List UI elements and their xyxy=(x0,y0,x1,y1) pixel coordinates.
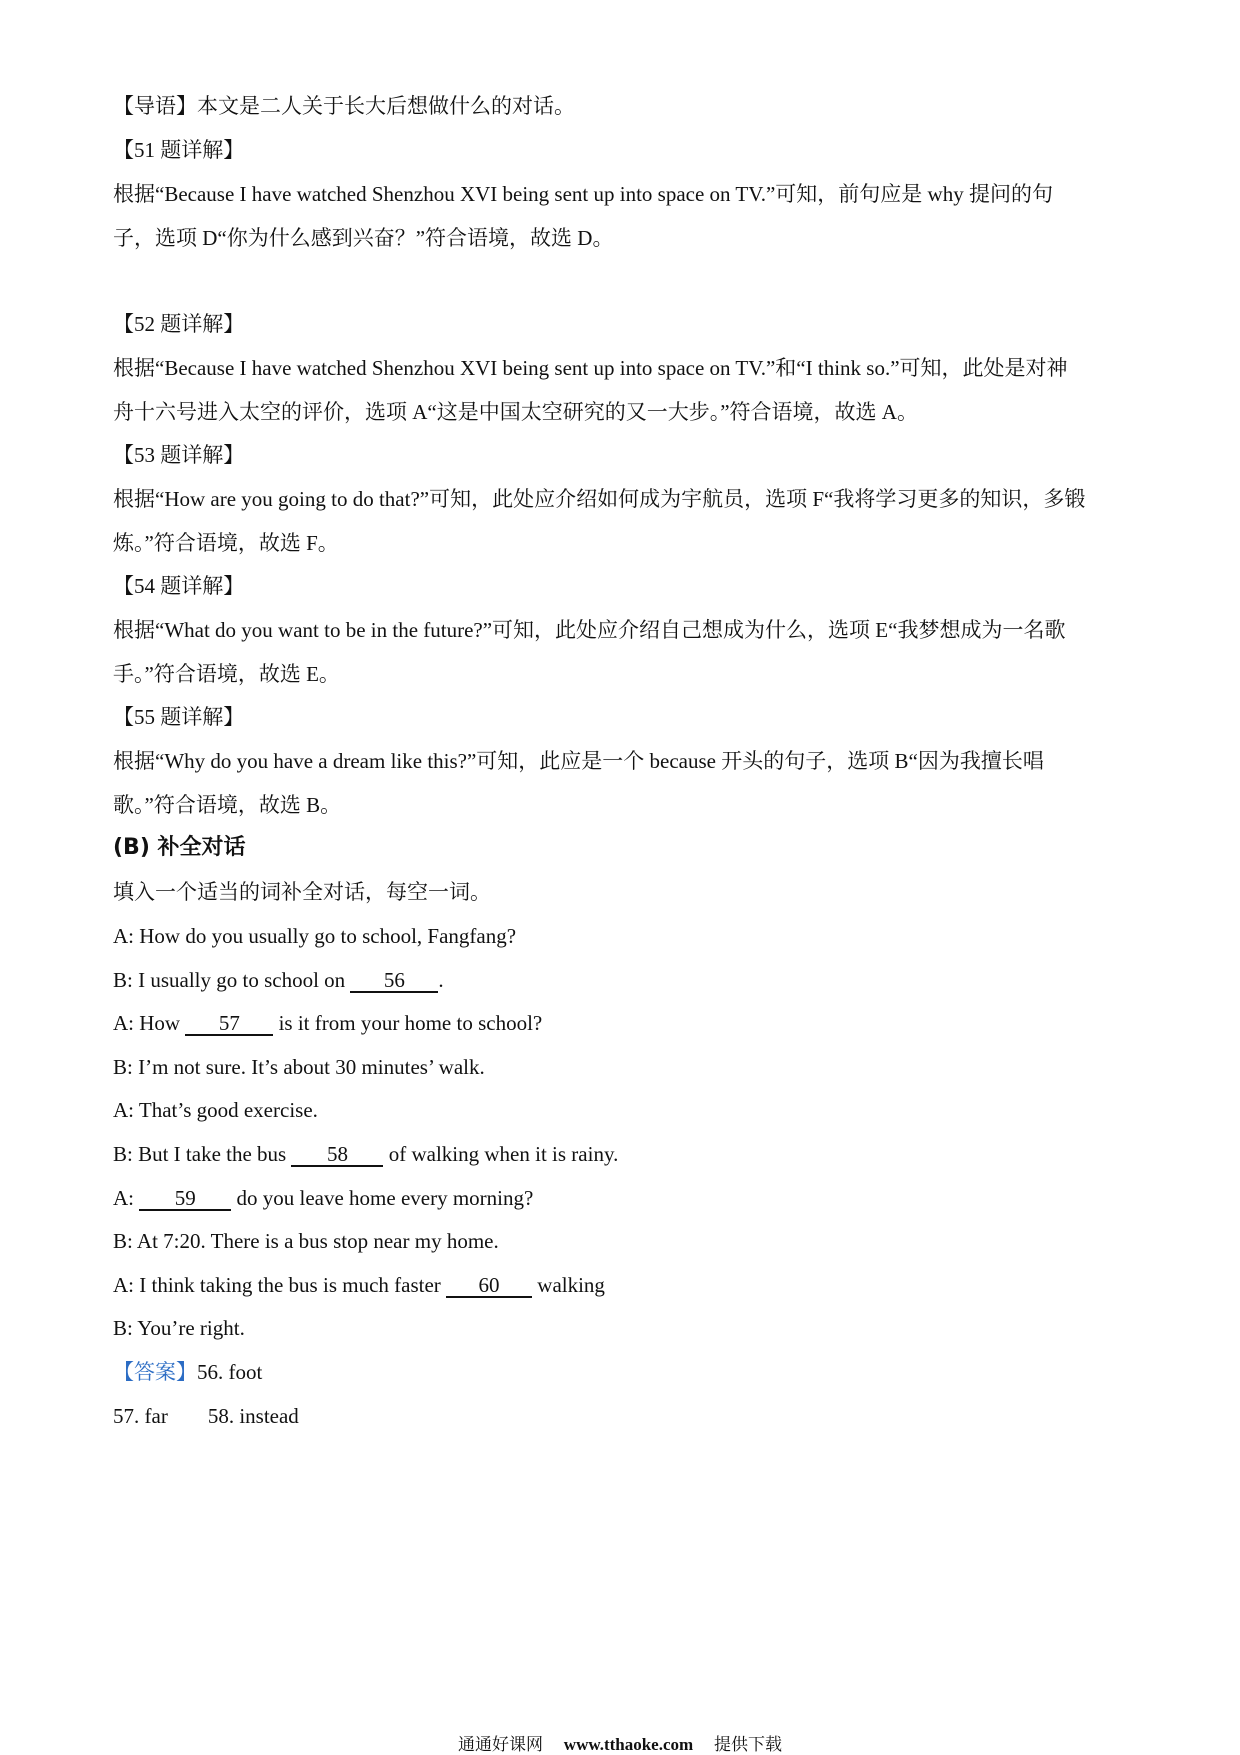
dialogue-line-5: A: That’s good exercise. xyxy=(113,1098,318,1122)
dialogue-line-6 xyxy=(113,1140,618,1168)
dialogue-line-4: B: I’m not sure. It’s about 30 minutes’ walk. xyxy=(113,1055,485,1079)
answer-58: 58. instead xyxy=(207,1404,299,1428)
q51-explanation-line-1: 根据“Because I have watched Shenzhou XVI being sent up into space on TV.”可知，前句应是 why 提问的句 xyxy=(113,182,1053,206)
q53-explanation-line-1: 根据“How are you going to do that?”可知，此处应介绍如何成为宇航员，选项 F“我将学习更多的知识，多锻 xyxy=(113,487,1086,511)
footer-url: www.tthaoke.com xyxy=(563,1735,694,1754)
q51-explanation-line-2: 子，选项 D“你为什么感到兴奋？”符合语境，故选 D。 xyxy=(113,226,614,250)
q54-explanation-line-2: 手。”符合语境，故选 E。 xyxy=(113,662,340,686)
footer-site-name: 通通好课网 xyxy=(457,1735,543,1755)
dialogue-line-2-end: . xyxy=(438,968,444,992)
blank-57: 57 xyxy=(185,1012,273,1036)
intro-text: 【导语】本文是二人关于长大后想做什么的对话。 xyxy=(113,94,575,118)
dialogue-line-3 xyxy=(113,1009,542,1037)
blank-60: 60 xyxy=(446,1274,532,1298)
q55-explanation-line-1: 根据“Why do you have a dream like this?”可知，此应是一个 because 开头的句子，选项 B“因为我擅长唱 xyxy=(113,749,1044,773)
q55-heading: 【55 题详解】 xyxy=(113,705,245,729)
dialogue-line-7 xyxy=(113,1184,533,1212)
blank-56: 56 xyxy=(350,969,438,993)
q52-explanation-line-1: 根据“Because I have watched Shenzhou XVI being sent up into space on TV.”和“I think so.”可知，此处是对神 xyxy=(113,356,1068,380)
q53-explanation-line-2: 炼。”符合语境，故选 F。 xyxy=(113,531,339,555)
dialogue-line-6-text: B: But I take the bus xyxy=(113,1142,292,1166)
section-b-instruction: 填入一个适当的词补全对话，每空一词。 xyxy=(113,880,491,904)
dialogue-line-7-text: A: xyxy=(113,1186,140,1210)
dialogue-line-3-text: A: How xyxy=(113,1011,186,1035)
dialogue-line-1: A: How do you usually go to school, Fangfang? xyxy=(113,924,517,948)
dialogue-line-8: B: At 7:20. There is a bus stop near my home. xyxy=(113,1229,499,1253)
q55-explanation-line-2: 歌。”符合语境，故选 B。 xyxy=(113,793,342,817)
footer-suffix: 提供下载 xyxy=(714,1735,782,1755)
q54-explanation-line-1: 根据“What do you want to be in the future?”可知，此处应介绍自己想成为什么，选项 E“我梦想成为一名歌 xyxy=(113,618,1066,642)
answer-line-1 xyxy=(113,1358,262,1386)
q54-heading: 【54 题详解】 xyxy=(113,574,245,598)
dialogue-line-9 xyxy=(113,1271,605,1299)
dialogue-line-2 xyxy=(113,966,444,994)
answer-57: 57. far xyxy=(113,1404,168,1428)
answer-tag: 【答案】 xyxy=(113,1360,197,1384)
q52-heading: 【52 题详解】 xyxy=(113,312,245,336)
dialogue-line-3-end: is it from your home to school? xyxy=(273,1011,543,1035)
q51-heading: 【51 题详解】 xyxy=(113,138,245,162)
q52-explanation-line-2: 舟十六号进入太空的评价，选项 A“这是中国太空研究的又一大步。”符合语境，故选 A。 xyxy=(113,400,918,424)
dialogue-line-10: B: You’re right. xyxy=(113,1316,245,1340)
blank-58: 58 xyxy=(291,1143,383,1167)
blank-59: 59 xyxy=(139,1187,231,1211)
answer-56: 56. foot xyxy=(197,1360,263,1384)
section-b-title: (B) 补全对话 xyxy=(113,835,246,860)
q53-heading: 【53 题详解】 xyxy=(113,443,245,467)
dialogue-line-6-end: of walking when it is rainy. xyxy=(383,1142,619,1166)
dialogue-line-2-text: B: I usually go to school on xyxy=(113,968,351,992)
page-footer xyxy=(0,1730,1240,1755)
answer-line-2 xyxy=(113,1402,299,1430)
dialogue-line-9-text: A: I think taking the bus is much faster xyxy=(113,1273,447,1297)
dialogue-line-7-end: do you leave home every morning? xyxy=(231,1186,534,1210)
dialogue-line-9-end: walking xyxy=(532,1273,605,1297)
